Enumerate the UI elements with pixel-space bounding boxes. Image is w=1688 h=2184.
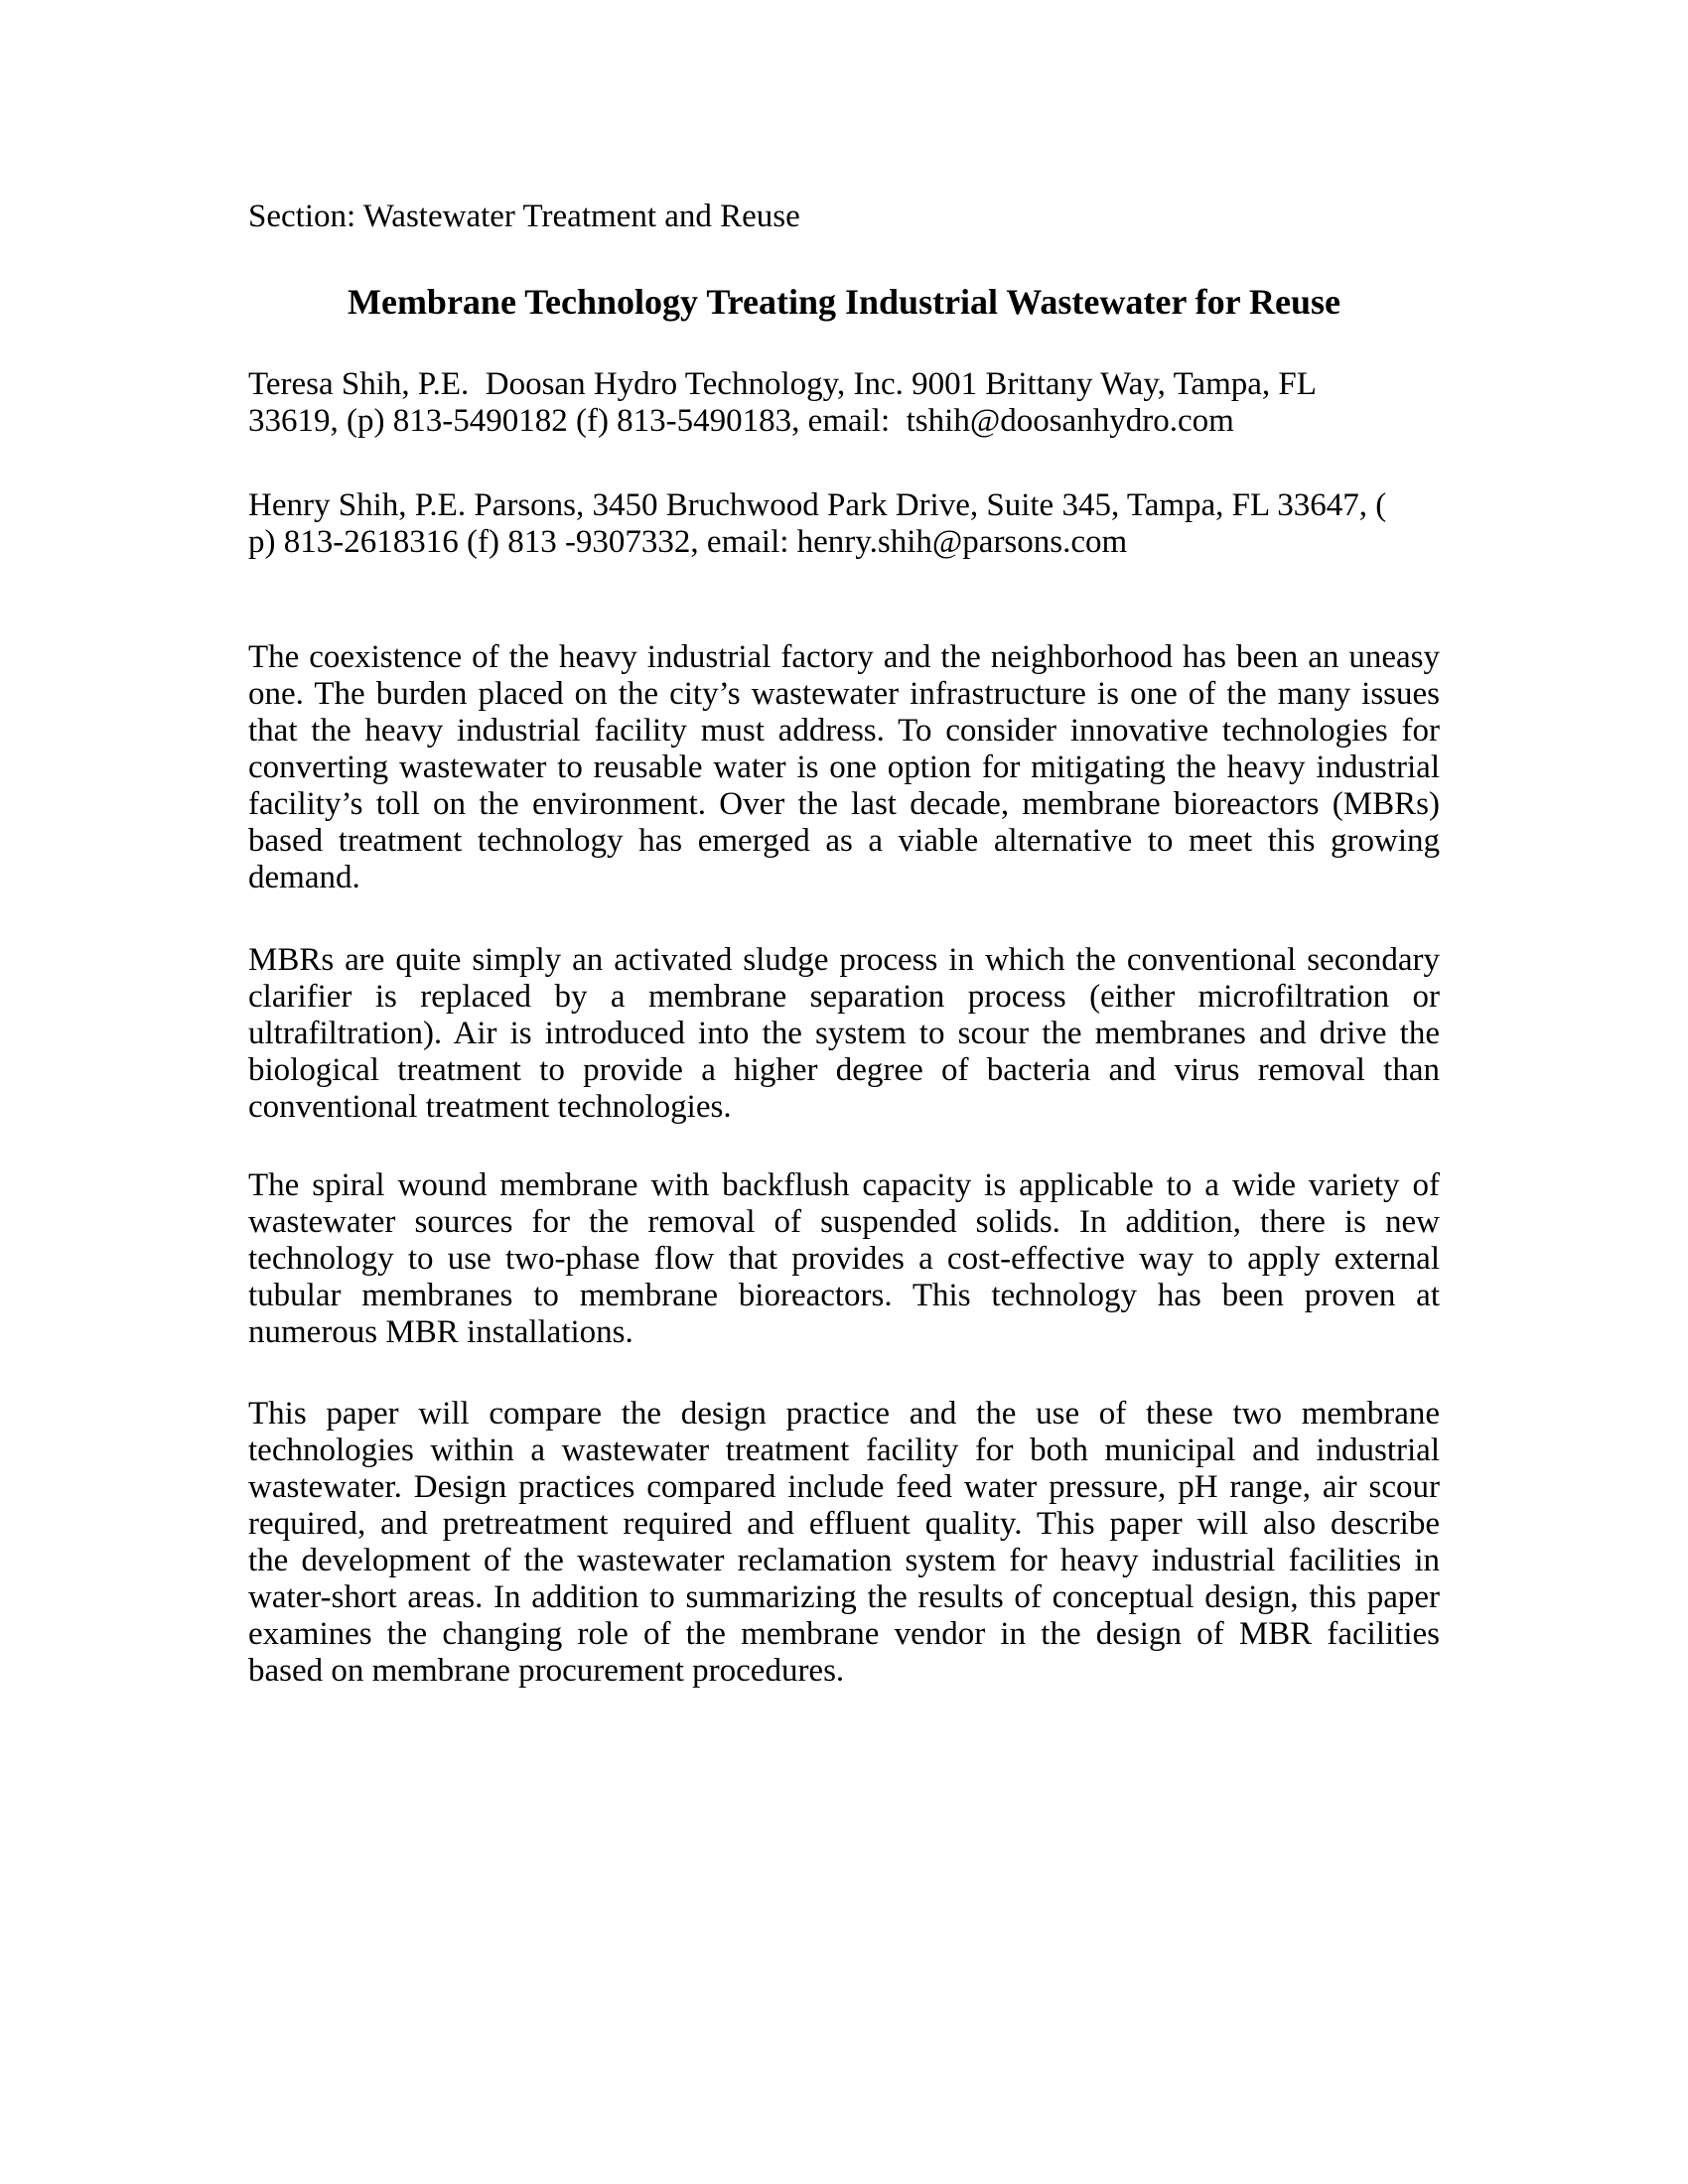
text-line: This paper will compare the design practice and the use of these two membrane — [248, 1396, 1440, 1432]
section-heading: Section: Wastewater Treatment and Reuse — [248, 199, 800, 234]
text-line: biological treatment to provide a higher degree of bacteria and virus removal than — [248, 1052, 1440, 1088]
text-line: The coexistence of the heavy industrial factory and the neighborhood has been an uneasy — [248, 639, 1440, 675]
abstract-paragraph-4 — [248, 1396, 1440, 1690]
text-line: p) 813-2618316 (f) 813 -9307332, email: henry.shih@parsons.com — [248, 524, 1128, 560]
text-line: wastewater. Design practices compared include feed water pressure, pH range, air scour — [248, 1469, 1440, 1505]
text-line: one. The burden placed on the city’s wastewater infrastructure is one of the many issues — [248, 676, 1440, 712]
text-line: based on membrane procurement procedures. — [248, 1653, 845, 1689]
text-line: wastewater sources for the removal of suspended solids. In addition, there is new — [248, 1204, 1440, 1240]
text-line: water-short areas. In addition to summarizing the results of conceptual design, this paper — [248, 1579, 1440, 1615]
text-line: converting wastewater to reusable water is one option for mitigating the heavy industrial — [248, 750, 1440, 785]
text-line: facility’s toll on the environment. Over the last decade, membrane bioreactors (MBRs) — [248, 786, 1440, 822]
text-line: conventional treatment technologies. — [248, 1089, 732, 1125]
abstract-paragraph-1 — [248, 639, 1440, 896]
abstract-paragraph-2 — [248, 942, 1440, 1126]
text-line: examines the changing role of the membrane vendor in the design of MBR facilities — [248, 1616, 1440, 1652]
text-line: ultrafiltration). Air is introduced into the system to scour the membranes and drive the — [248, 1016, 1440, 1051]
text-line: demand. — [248, 860, 360, 895]
text-line: Henry Shih, P.E. Parsons, 3450 Bruchwood Park Drive, Suite 345, Tampa, FL 33647, ( — [248, 487, 1387, 523]
text-line: clarifier is replaced by a membrane separation process (either microfiltration or — [248, 979, 1440, 1015]
text-line: tubular membranes to membrane bioreactors. This technology has been proven at — [248, 1278, 1440, 1313]
page-content — [248, 199, 1440, 1690]
text-line: The spiral wound membrane with backflush capacity is applicable to a wide variety of — [248, 1167, 1440, 1203]
text-line: Teresa Shih, P.E. Doosan Hydro Technology, Inc. 9001 Brittany Way, Tampa, FL — [248, 366, 1317, 402]
text-line: the development of the wastewater reclamation system for heavy industrial facilities in — [248, 1543, 1440, 1578]
text-line: 33619, (p) 813-5490182 (f) 813-5490183, email: tshih@doosanhydro.com — [248, 403, 1234, 439]
text-line: required, and pretreatment required and effluent quality. This paper will also describe — [248, 1506, 1440, 1542]
paper-title: Membrane Technology Treating Industrial Wastewater for Reuse — [347, 282, 1340, 322]
text-line: technologies within a wastewater treatment facility for both municipal and industrial — [248, 1433, 1440, 1468]
text-line: MBRs are quite simply an activated sludge process in which the conventional secondary — [248, 942, 1440, 978]
text-line: technology to use two-phase flow that provides a cost-effective way to apply external — [248, 1241, 1440, 1277]
text-line: that the heavy industrial facility must address. To consider innovative technologies for — [248, 713, 1440, 749]
text-line: numerous MBR installations. — [248, 1314, 633, 1350]
abstract-paragraph-3 — [248, 1167, 1440, 1351]
text-line: based treatment technology has emerged as a viable alternative to meet this growing — [248, 823, 1440, 859]
author-block-henry-shih — [248, 487, 1440, 561]
author-block-teresa-shih — [248, 366, 1440, 440]
